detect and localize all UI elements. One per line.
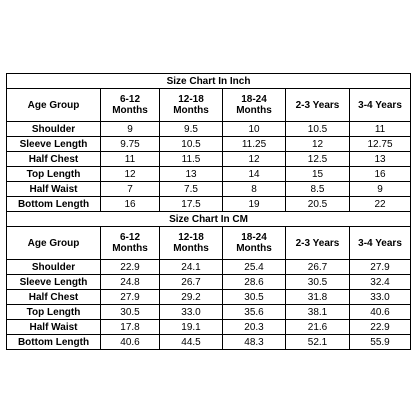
table-row bbox=[7, 275, 411, 290]
table-cell: 13 bbox=[350, 152, 411, 167]
table-cell: 15 bbox=[286, 167, 350, 182]
inch-header-row bbox=[7, 89, 411, 122]
row-label: Top Length bbox=[7, 305, 101, 320]
table-cell: 32.4 bbox=[350, 275, 411, 290]
row-label: Sleeve Length bbox=[7, 137, 101, 152]
row-label: Shoulder bbox=[7, 260, 101, 275]
table-cell: 48.3 bbox=[223, 335, 286, 350]
column-header: Age Group bbox=[7, 227, 101, 260]
table-cell: 27.9 bbox=[350, 260, 411, 275]
table-cell: 10.5 bbox=[286, 122, 350, 137]
table-cell: 8.5 bbox=[286, 182, 350, 197]
row-label: Bottom Length bbox=[7, 335, 101, 350]
table-cell: 35.6 bbox=[223, 305, 286, 320]
table-cell: 26.7 bbox=[160, 275, 223, 290]
table-cell: 22 bbox=[350, 197, 411, 212]
inch-title-row bbox=[7, 74, 411, 89]
table-cell: 9.75 bbox=[101, 137, 160, 152]
table-cell: 12 bbox=[286, 137, 350, 152]
table-row bbox=[7, 197, 411, 212]
table-cell: 33.0 bbox=[160, 305, 223, 320]
table-cell: 22.9 bbox=[101, 260, 160, 275]
table-cell: 14 bbox=[223, 167, 286, 182]
table-cell: 12 bbox=[223, 152, 286, 167]
column-header: 6-12 Months bbox=[101, 227, 160, 260]
row-label: Half Waist bbox=[7, 182, 101, 197]
table-row bbox=[7, 260, 411, 275]
column-header: 2-3 Years bbox=[286, 89, 350, 122]
row-label: Sleeve Length bbox=[7, 275, 101, 290]
row-label: Bottom Length bbox=[7, 197, 101, 212]
table-row bbox=[7, 290, 411, 305]
table-cell: 7 bbox=[101, 182, 160, 197]
row-label: Half Chest bbox=[7, 152, 101, 167]
table-row bbox=[7, 152, 411, 167]
table-cell: 9 bbox=[101, 122, 160, 137]
table-cell: 11 bbox=[350, 122, 411, 137]
table-cell: 17.8 bbox=[101, 320, 160, 335]
table-cell: 29.2 bbox=[160, 290, 223, 305]
table-cell: 17.5 bbox=[160, 197, 223, 212]
table-cell: 31.8 bbox=[286, 290, 350, 305]
table-cell: 19 bbox=[223, 197, 286, 212]
cm-title-row bbox=[7, 212, 411, 227]
table-cell: 25.4 bbox=[223, 260, 286, 275]
table-cell: 12.75 bbox=[350, 137, 411, 152]
table-cell: 52.1 bbox=[286, 335, 350, 350]
table-cell: 8 bbox=[223, 182, 286, 197]
table-cell: 13 bbox=[160, 167, 223, 182]
inch-chart-title: Size Chart In Inch bbox=[7, 74, 411, 89]
column-header: 3-4 Years bbox=[350, 227, 411, 260]
table-cell: 11.5 bbox=[160, 152, 223, 167]
row-label: Shoulder bbox=[7, 122, 101, 137]
table-row bbox=[7, 167, 411, 182]
table-cell: 12 bbox=[101, 167, 160, 182]
table-cell: 11.25 bbox=[223, 137, 286, 152]
column-header: 12-18 Months bbox=[160, 89, 223, 122]
table-row bbox=[7, 335, 411, 350]
table-cell: 30.5 bbox=[101, 305, 160, 320]
cm-header-row bbox=[7, 227, 411, 260]
column-header: 2-3 Years bbox=[286, 227, 350, 260]
table-cell: 16 bbox=[101, 197, 160, 212]
table-cell: 10 bbox=[223, 122, 286, 137]
table-cell: 55.9 bbox=[350, 335, 411, 350]
table-cell: 27.9 bbox=[101, 290, 160, 305]
table-cell: 21.6 bbox=[286, 320, 350, 335]
table-row bbox=[7, 320, 411, 335]
table-cell: 20.5 bbox=[286, 197, 350, 212]
table-cell: 38.1 bbox=[286, 305, 350, 320]
column-header: 18-24 Months bbox=[223, 227, 286, 260]
column-header: Age Group bbox=[7, 89, 101, 122]
size-chart-table bbox=[6, 73, 411, 350]
table-cell: 40.6 bbox=[350, 305, 411, 320]
row-label: Half Chest bbox=[7, 290, 101, 305]
table-cell: 19.1 bbox=[160, 320, 223, 335]
table-cell: 20.3 bbox=[223, 320, 286, 335]
row-label: Top Length bbox=[7, 167, 101, 182]
table-cell: 44.5 bbox=[160, 335, 223, 350]
table-row bbox=[7, 182, 411, 197]
column-header: 18-24 Months bbox=[223, 89, 286, 122]
table-cell: 16 bbox=[350, 167, 411, 182]
table-cell: 9 bbox=[350, 182, 411, 197]
table-cell: 30.5 bbox=[286, 275, 350, 290]
table-cell: 22.9 bbox=[350, 320, 411, 335]
table-cell: 30.5 bbox=[223, 290, 286, 305]
column-header: 12-18 Months bbox=[160, 227, 223, 260]
table-cell: 40.6 bbox=[101, 335, 160, 350]
table-cell: 12.5 bbox=[286, 152, 350, 167]
table-cell: 28.6 bbox=[223, 275, 286, 290]
column-header: 6-12 Months bbox=[101, 89, 160, 122]
table-row bbox=[7, 137, 411, 152]
row-label: Half Waist bbox=[7, 320, 101, 335]
table-row bbox=[7, 122, 411, 137]
table-cell: 24.8 bbox=[101, 275, 160, 290]
table-cell: 24.1 bbox=[160, 260, 223, 275]
table-cell: 7.5 bbox=[160, 182, 223, 197]
cm-chart-title: Size Chart In CM bbox=[7, 212, 411, 227]
table-cell: 9.5 bbox=[160, 122, 223, 137]
table-cell: 11 bbox=[101, 152, 160, 167]
table-row bbox=[7, 305, 411, 320]
table-cell: 33.0 bbox=[350, 290, 411, 305]
table-cell: 10.5 bbox=[160, 137, 223, 152]
table-cell: 26.7 bbox=[286, 260, 350, 275]
column-header: 3-4 Years bbox=[350, 89, 411, 122]
